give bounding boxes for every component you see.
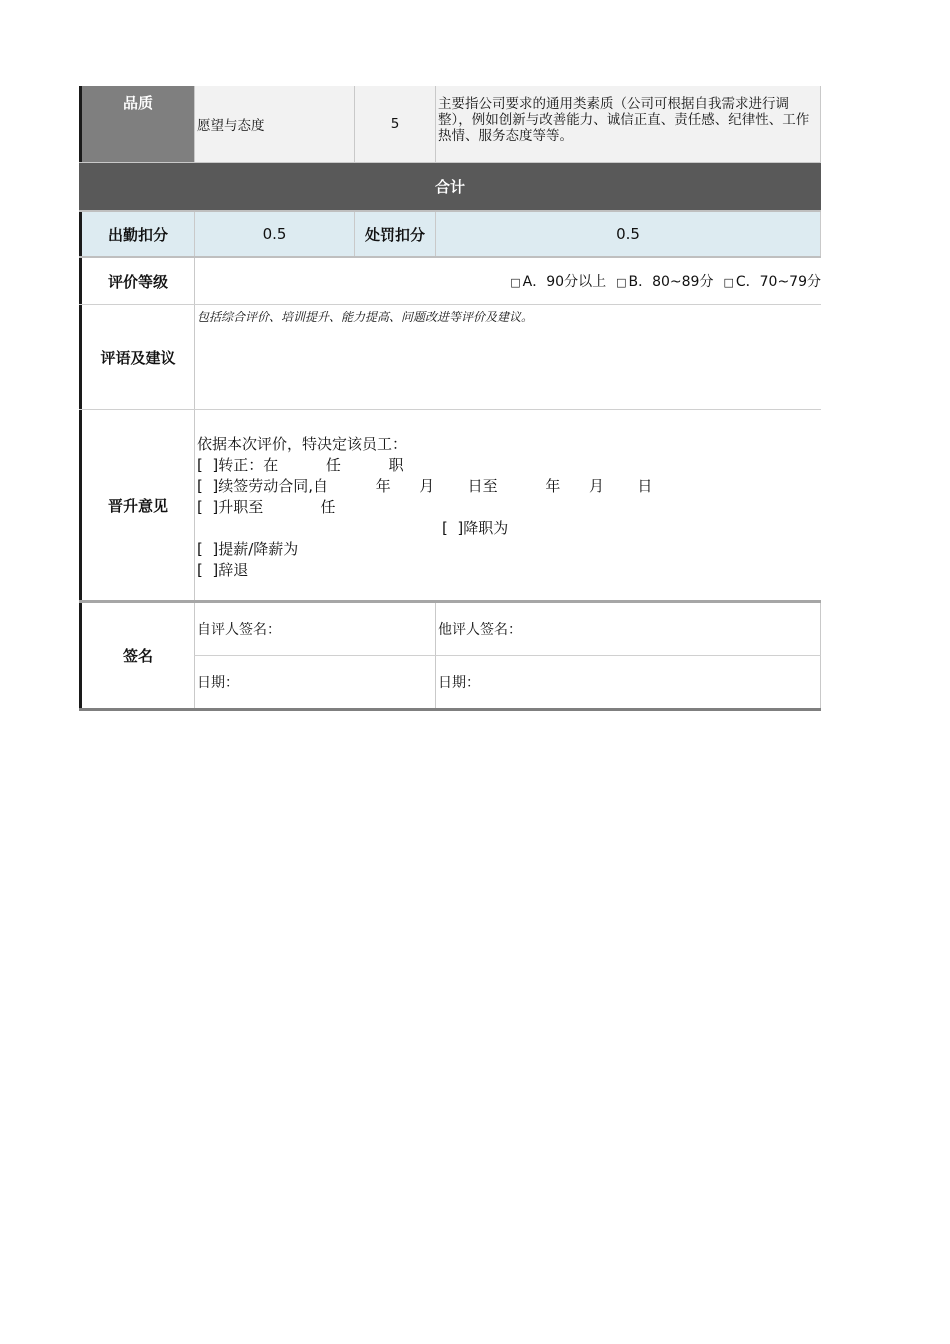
grade-option-b[interactable]: □ B．80~89分 [616,274,714,290]
self-signature-field[interactable]: 自评人签名： [194,603,436,656]
option-salary-change[interactable]: [ ]提薪/降薪为 [197,540,299,558]
promotion-label: 晋升意见 [79,410,194,600]
item-cell[interactable]: 愿望与态度 [194,86,354,162]
promotion-intro: 依据本次评价，特决定该员工： [197,435,408,453]
description-cell[interactable]: 主要指公司要求的通用类素质（公司可根据自我需求进行调整），例如创新与改善能力、诚信正直、责任感、纪律性、工作热情、服务态度等等。 [435,86,821,162]
penalty-deduction-label: 处罚扣分 [354,212,435,256]
signature-label: 签名 [79,603,194,708]
option-dismiss[interactable]: [ ]辞退 [197,561,249,579]
promotion-row [79,410,821,603]
grade-option-c[interactable]: □ C．70~79分 [723,274,821,290]
signature-row [79,603,821,711]
grade-option-a[interactable]: □ A．90分以上 [510,274,607,290]
total-row [79,163,821,210]
other-date-field[interactable]: 日期： [435,656,821,708]
attendance-deduction-label: 出勤扣分 [79,212,194,256]
checkbox-icon[interactable]: □ [723,276,734,289]
self-date-field[interactable]: 日期： [194,656,436,708]
checkbox-icon[interactable]: □ [510,276,521,289]
comment-row [79,305,821,410]
option-regularize[interactable]: [ ]转正：在 任 职 [197,456,404,474]
checkbox-icon[interactable]: □ [616,276,627,289]
option-demote[interactable]: [ ]降职为 [442,519,509,537]
grade-row [79,258,821,305]
attendance-deduction-value[interactable]: 0.5 [194,212,354,256]
grade-label: 评价等级 [79,258,194,304]
penalty-deduction-value[interactable]: 0.5 [435,212,821,256]
option-promote[interactable]: [ ]升职至 任 [197,498,336,516]
category-cell: 品质 [79,86,194,162]
grade-options [194,258,821,304]
option-renew-contract[interactable]: [ ]续签劳动合同,自 年 月 日至 年 月 日 [197,477,653,495]
total-label: 合计 [434,178,465,196]
deduction-row [79,210,821,258]
quality-row [79,86,821,163]
promotion-field[interactable] [194,410,821,600]
score-cell[interactable]: 5 [354,86,435,162]
comment-label: 评语及建议 [79,305,194,409]
comment-field[interactable]: 包括综合评价、培训提升、能力提高、问题改进等评价及建议。 [194,305,821,409]
other-signature-field[interactable]: 他评人签名： [435,603,821,656]
